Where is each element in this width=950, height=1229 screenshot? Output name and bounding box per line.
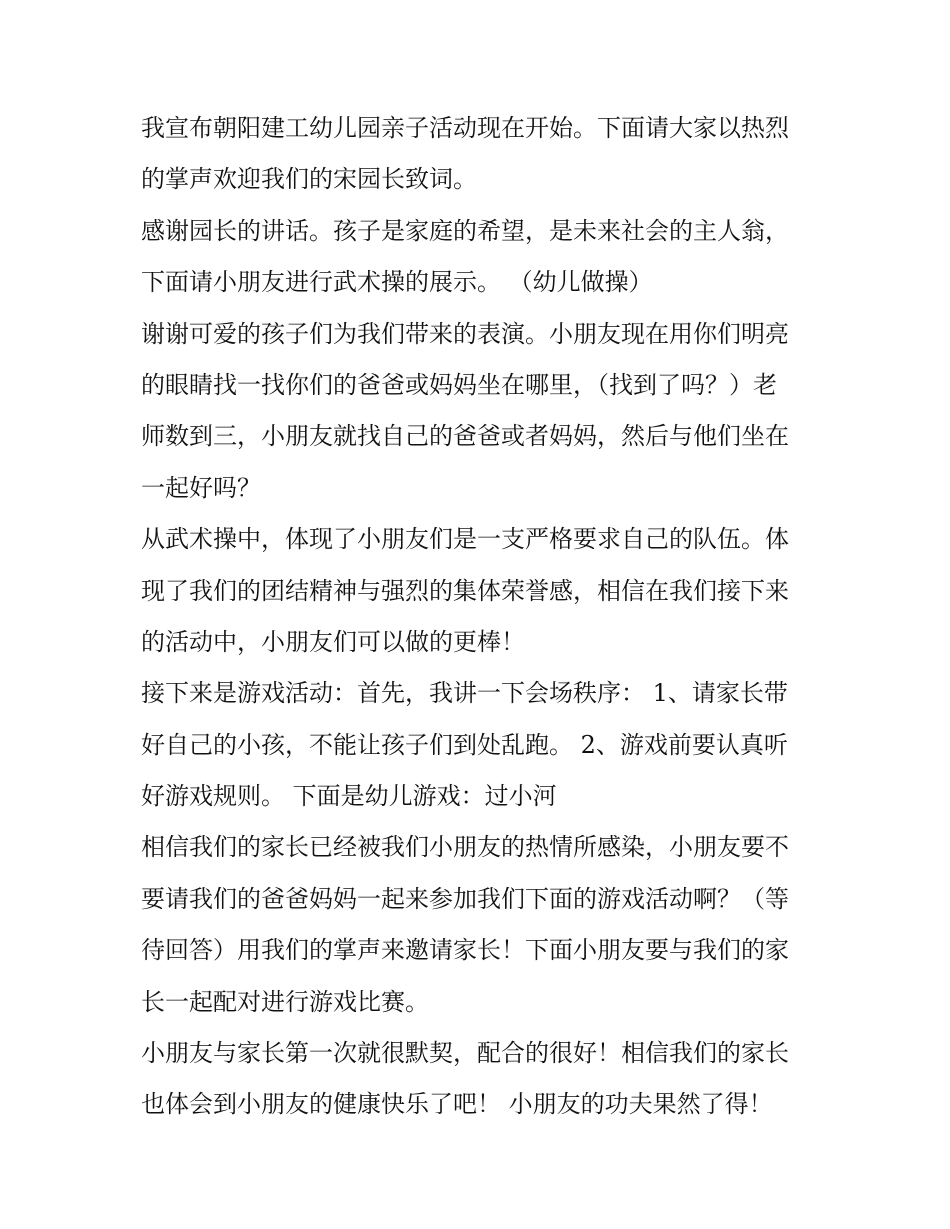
text-line: 相信我们的家长已经被我们小朋友的热情所感染，小朋友要不: [141, 833, 789, 862]
text-line: 从武术操中，体现了小朋友们是一支严格要求自己的队伍。体: [141, 525, 789, 554]
text-line: 谢谢可爱的孩子们为我们带来的表演。小朋友现在用你们明亮: [141, 319, 789, 348]
text-line: 下面请小朋友进行武术操的展示。 （幼儿做操）: [141, 268, 653, 297]
text-line: 现了我们的团结精神与强烈的集体荣誉感，相信在我们接下来: [141, 576, 789, 605]
text-line: 感谢园长的讲话。孩子是家庭的希望，是未来社会的主人翁，: [141, 216, 789, 245]
text-line: 也体会到小朋友的健康快乐了吧！ 小朋友的功夫果然了得！: [141, 1090, 773, 1119]
text-line: 好游戏规则。 下面是幼儿游戏：过小河: [141, 782, 557, 811]
text-line: 一起好吗？: [141, 473, 261, 502]
text-line: 小朋友与家长第一次就很默契，配合的很好！相信我们的家长: [141, 1039, 789, 1068]
text-line: 的眼睛找一找你们的爸爸或妈妈坐在哪里，（找到了吗？）老: [141, 370, 777, 399]
text-line: 要请我们的爸爸妈妈一起来参加我们下面的游戏活动啊？（等: [141, 884, 789, 913]
text-line: 待回答）用我们的掌声来邀请家长！下面小朋友要与我们的家: [141, 936, 789, 965]
text-line: 师数到三，小朋友就找自己的爸爸或者妈妈，然后与他们坐在: [141, 422, 789, 451]
text-line: 我宣布朝阳建工幼儿园亲子活动现在开始。下面请大家以热烈: [141, 114, 789, 142]
document-body: [141, 103, 813, 1131]
text-line: 接下来是游戏活动：首先，我讲一下会场秩序： 1、请家长带: [141, 679, 788, 708]
text-line: 长一起配对进行游戏比赛。: [141, 987, 429, 1016]
text-line: 的活动中，小朋友们可以做的更棒！: [141, 627, 525, 656]
text-line: 好自己的小孩，不能让孩子们到处乱跑。 2、游戏前要认真听: [141, 730, 788, 759]
text-line: 的掌声欢迎我们的宋园长致词。: [141, 165, 477, 194]
